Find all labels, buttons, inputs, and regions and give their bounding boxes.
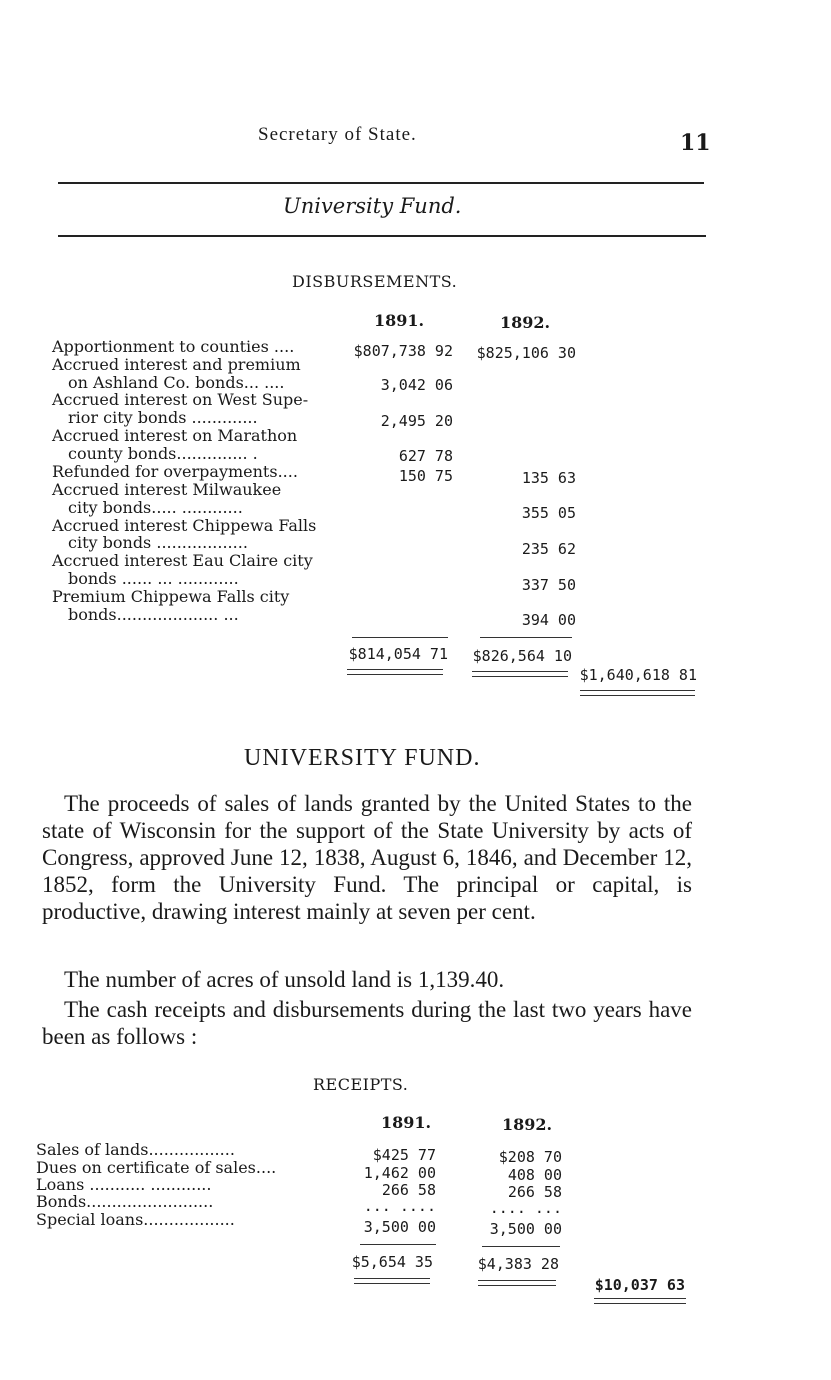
row-label: Accrued interest and premium [52, 355, 301, 374]
disbursements-heading: DISBURSEMENTS. [292, 272, 458, 291]
total-1891: $5,654 35 [351, 1253, 433, 1271]
value-1892: 355 05 [521, 504, 576, 522]
disbursements-col-1892: 1892. [500, 313, 551, 332]
row-label: Accrued interest Chippewa Falls [52, 516, 317, 535]
subtotal-rule [480, 637, 572, 638]
row-label: bonds.................... ... [68, 605, 239, 624]
receipts-col-1892: 1892. [502, 1115, 553, 1134]
total-double-rule [478, 1280, 556, 1286]
row-label: Accrued interest Eau Claire city [52, 551, 313, 570]
row-label: Accrued interest on Marathon [52, 426, 298, 445]
row-label: bonds ...... ... ............ [68, 569, 239, 588]
value-1891: 266 58 [381, 1181, 436, 1199]
disbursements-grand-total: $1,640,618 81 [579, 666, 697, 684]
value-1891: 3,042 06 [380, 376, 453, 394]
value-1892: 135 63 [521, 469, 576, 487]
receipts-grand-total: $10,037 63 [594, 1276, 685, 1294]
value-1891: $807,738 92 [353, 342, 453, 360]
value-1892: 266 58 [507, 1183, 562, 1201]
paragraph: The proceeds of sales of lands granted by the United States to the state of Wisconsin for the support of the State University by acts of Congress, approved June 12, 1838, August 6, 1846, and December 12, 1852, form the University Fund. The principal or capital, is productive, drawing interest mainly at seven per cent. [42, 791, 692, 924]
paragraph: The number of acres of unsold land is 1,139.40. [64, 967, 505, 992]
value-1891: 627 78 [398, 447, 453, 465]
value-1891: 3,500 00 [363, 1218, 436, 1236]
row-label: county bonds.............. . [68, 444, 258, 463]
row-label: Special loans.................. [36, 1210, 235, 1229]
section-title: UNIVERSITY FUND. [244, 745, 481, 771]
row-label: Accrued interest Milwaukee [52, 480, 282, 499]
total-1892: $4,383 28 [477, 1255, 559, 1273]
value-1891: 2,495 20 [380, 412, 453, 430]
bottom-rule [58, 235, 706, 237]
row-label: Sales of lands................. [36, 1140, 235, 1159]
page-number: 11 [680, 130, 711, 156]
row-label: on Ashland Co. bonds... .... [68, 373, 285, 392]
disbursements-col-1891: 1891. [374, 311, 425, 330]
row-label: Accrued interest on West Supe- [52, 390, 309, 409]
value-1892: $208 70 [498, 1148, 562, 1166]
receipts-col-1891: 1891. [381, 1113, 432, 1132]
row-label: city bonds .................. [68, 533, 248, 552]
total-double-rule [472, 671, 568, 677]
value-1892: 337 50 [521, 576, 576, 594]
value-1891: 1,462 00 [363, 1164, 436, 1182]
top-rule [58, 182, 704, 184]
row-label: Premium Chippewa Falls city [52, 587, 290, 606]
subtotal-rule [352, 637, 448, 638]
value-1892: 235 62 [521, 540, 576, 558]
grand-total-double-rule [580, 690, 695, 696]
running-header: Secretary of State. [258, 124, 417, 145]
value-1891: ... .... [363, 1197, 436, 1215]
fund-title: University Fund. [283, 194, 462, 218]
subtotal-rule [482, 1246, 560, 1247]
value-1892: $825,106 30 [476, 344, 576, 362]
value-1892: 408 00 [507, 1166, 562, 1184]
value-1892: 3,500 00 [489, 1220, 562, 1238]
row-label: Bonds......................... [36, 1192, 214, 1211]
value-1892: .... ... [489, 1199, 562, 1217]
row-label: Apportionment to counties .... [52, 337, 295, 356]
total-1892: $826,564 10 [472, 647, 572, 665]
value-1892: 394 00 [521, 611, 576, 629]
value-1891: 150 75 [398, 467, 453, 485]
total-double-rule [347, 669, 443, 675]
grand-total-double-rule [594, 1298, 686, 1304]
row-label: Loans ........... ............ [36, 1175, 212, 1194]
total-1891: $814,054 71 [348, 645, 448, 663]
subtotal-rule [360, 1244, 436, 1245]
row-label: Dues on certificate of sales.... [36, 1158, 277, 1177]
paragraph: The cash receipts and disbursements during the last two years have been as follows : [42, 997, 692, 1049]
receipts-heading: RECEIPTS. [313, 1075, 409, 1094]
row-label: rior city bonds ............. [68, 408, 258, 427]
value-1891: $425 77 [372, 1146, 436, 1164]
total-double-rule [354, 1278, 430, 1284]
row-label: Refunded for overpayments.... [52, 462, 298, 481]
row-label: city bonds..... ............ [68, 498, 243, 517]
